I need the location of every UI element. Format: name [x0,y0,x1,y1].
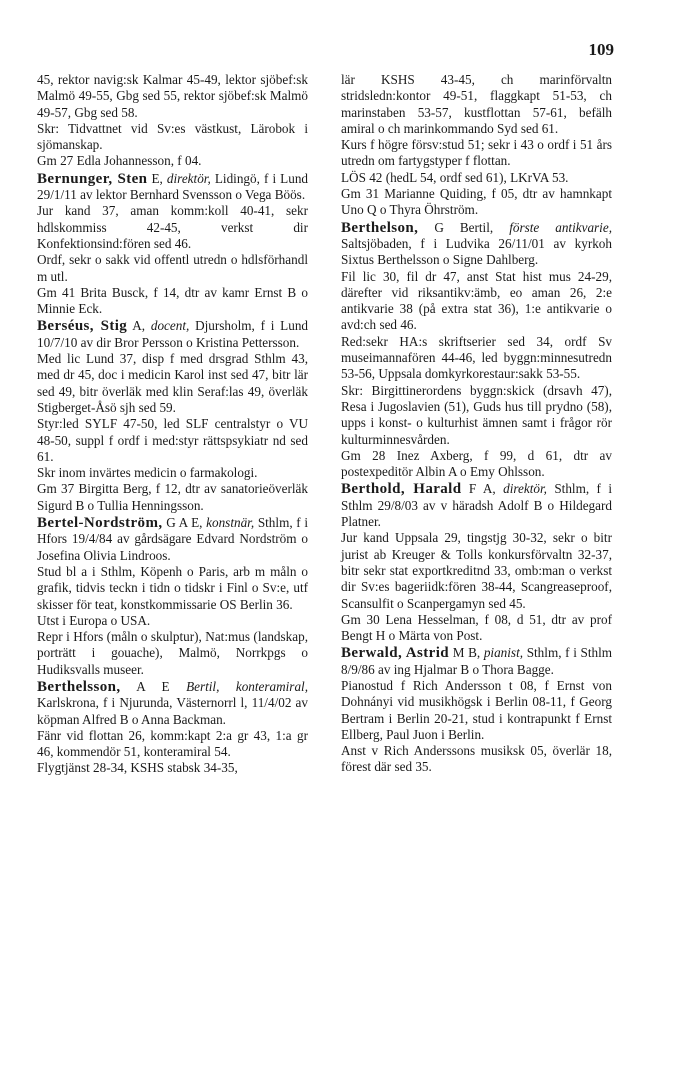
entry-paragraph: Gm 28 Inez Axberg, f 99, d 61, dtr av postexpeditör Albin A o Emy Ohlsson. [341,447,612,480]
entry-paragraph: Gm 41 Brita Busck, f 14, dtr av kamr Ernst B o Minnie Eck. [37,284,308,317]
entry-initials: G A E, [166,515,203,531]
entry-paragraph: Jur kand Uppsala 29, tingstjg 30-32, sekr o bitr jurist ab Kreuger & Tolls konkursförvaltn 32-37, bitr sekr stat exportkreditnd 33, omb:man o verkst dir Sv:es bageriidk:fören 38-44, Scangreaseproof, Scansulfit o Scanpergamyn sed 45. [341,530,612,611]
entry-heading [341,220,612,269]
entry-paragraph: Med lic Lund 37, disp f med drsgrad Sthlm 43, med dr 45, doc i medicin Karol inst sed 47, bitr lär sed 49, bitr överläk med klin Seraf:las 49, överläk Stigberget-Åsö sjh sed 59. [37,351,308,415]
entry-paragraph: Kurs f högre försv:stud 51; sekr i 43 o ordf i 51 års utredn om fartygstyper f flottan. [341,137,612,169]
entry-name: Bertel-Nordström, [37,515,163,532]
entry-heading [341,481,612,530]
entry-paragraph: Styr:led SYLF 47-50, led SLF centralstyr o VU 48-50, suppl f ordf i med:styr rättspsykiatr nd sed 61. [37,416,308,464]
entry-title: direktör, [503,481,547,497]
entry-heading [37,679,308,728]
entry-paragraph: Skr: Birgittinerordens byggn:skick (drsavh 47), Resa i Jugoslavien (51), Guds hus till prydno (58), upps i konst- o kulturhist ämnen samt i frågor rör kulturminnesvården. [341,382,612,447]
left-column [37,72,308,777]
entry-initials: F A, [468,481,496,497]
entry-details: Saltsjöbaden, f i Ludvika 26/11/01 av kyrkoh Sixtus Berthelsson o Signe Dahlberg. [341,235,612,268]
entry-title: konstnär, [206,515,255,531]
entry-initials: A E [136,678,170,694]
entry-paragraph: 45, rektor navig:sk Kalmar 45-49, lektor sjöbef:sk Malmö 49-55, Gbg sed 55, rektor sjöbef:sk Malmö 49-57, Gbg sed 58. [37,72,308,120]
entry-paragraph: lär KSHS 43-45, ch marinförvaltn stridsledn:kontor 49-51, flaggkapt 51-53, ch marinstaben 53-57, kustflottan 57-61, befälh amiral o ch marinkommando Syd sed 61. [341,72,612,136]
entry-details: Sthlm, f i Hfors 19/4/84 av gårdsägare Edvard Nordström o Josefina Olivia Lindroos. [37,515,309,563]
entry-title: docent, [150,318,190,334]
entry-paragraph: Pianostud f Rich Andersson t 08, f Ernst von Dohnányi vid musikhögsk i Berlin 08-11, f Georg Bertram i Berlin 20-21, stud i kontrapunkt f Ernst Ellberg, Paul Juon i Berlin. [341,677,612,742]
entry-details: Djursholm, f i Lund 10/7/10 av dir Bror Persson o Kristina Pettersson. [37,318,309,350]
entry-initials: G Bertil, [434,219,494,235]
entry-initials: E, [151,170,163,186]
entry-paragraph: Gm 31 Marianne Quiding, f 05, dtr av hamnkapt Uno Q o Thyra Öhrström. [341,186,612,218]
entry-title: direktör, [166,170,211,186]
entry-paragraph: Utst i Europa o USA. [37,612,151,628]
entry-details: Karlskrona, f i Njurunda, Västernorrl l, 11/4/02 av köpman Alfred B o Anna Backman. [37,695,308,727]
entry-details: Sthlm, f i Sthlm 29/8/03 av v häradsh Adolf B o Hildegard Platner. [341,481,612,530]
entry-initials: A, [132,318,146,334]
entry-paragraph: Fil lic 30, fil dr 47, anst Stat hist mus 24-29, därefter vid riksantikv:ämb, eo aman 26, 2:e antikvarie 38 (på extra stat 36), 1:e antikvarie o avd:ch sed 46. [341,268,612,333]
entry-initials: M B, [452,645,481,661]
entry-paragraph: Flygtjänst 28-34, KSHS stabsk 34-35, [37,760,238,776]
entry-paragraph: Gm 27 Edla Johannesson, f 04. [37,153,202,169]
entry-details: Lidingö, f i Lund 29/1/11 av lektor Bernhard Svensson o Vega Böös. [37,170,309,203]
entry-paragraph: Anst v Rich Anderssons musiksk 05, överlär 18, förest där sed 35. [341,743,612,775]
entry-paragraph: Gm 37 Birgitta Berg, f 12, dtr av sanatorieöverläk Sigurd B o Tullia Henningsson. [37,481,308,513]
page-number: 109 [588,40,614,59]
entry-name: Berséus, Stig [37,318,128,335]
entry-details: Sthlm, f i Sthlm 8/9/86 av ing Hjalmar B o Thora Bagge. [341,645,613,677]
entry-paragraph: Skr inom invärtes medicin o farmakologi. [37,465,258,481]
entry-name: Berwald, Astrid [341,645,450,662]
entry-paragraph: Stud bl a i Sthlm, Köpenh o Paris, arb m måln o grafik, tidvis teckn i tidn o tidskr i Finl o Sv:e, utf skisser för teat, konstkommissarie OS Berlin 36. [37,563,308,612]
entry-name: Berthold, Harald [341,481,462,498]
entry-title: Bertil, konteramiral, [186,678,308,694]
entry-paragraph: Fänr vid flottan 26, komm:kapt 2:a gr 43, 1:a gr 46, kommendör 51, konteramiral 54. [37,727,308,760]
entry-title: förste antikvarie, [509,219,612,235]
entry-name: Bernunger, Sten [37,170,148,187]
entry-paragraph: Gm 30 Lena Hesselman, f 08, d 51, dtr av prof Bengt H o Märta von Post. [341,611,612,644]
entry-name: Berthelsson, [37,678,121,695]
entry-paragraph: Jur kand 37, aman komm:koll 40-41, sekr hdlskommiss 42-45, verkst dir Konfektionsind:fören sed 46. [37,203,308,251]
entry-heading [37,171,308,204]
entry-paragraph: Repr i Hfors (måln o skulptur), Nat:mus (landskap, porträtt i gouache), Malmö, Norrkpgs o Hudiksvalls museer. [37,629,308,677]
entry-name: Berthelson, [341,219,419,236]
entry-title: pianist, [483,645,524,661]
entry-heading [37,318,308,351]
entry-heading [341,645,612,678]
right-column [341,72,612,776]
entry-heading [37,515,308,564]
entry-paragraph: Red:sekr HA:s skriftserier sed 34, ordf Sv museimannafören 44-46, led byggn:minnesutredn 53-56, Uppsala domkyrkorestaur:sakk 53-55. [341,333,612,382]
entry-paragraph: LÖS 42 (hedL 54, ordf sed 61), LKrVA 53. [341,169,569,185]
entry-paragraph: Ordf, sekr o sakk vid offentl utredn o hdlsförhandl m utl. [37,252,308,284]
entry-paragraph: Skr: Tidvattnet vid Sv:es västkust, Lärobok i sjömanskap. [37,120,308,153]
